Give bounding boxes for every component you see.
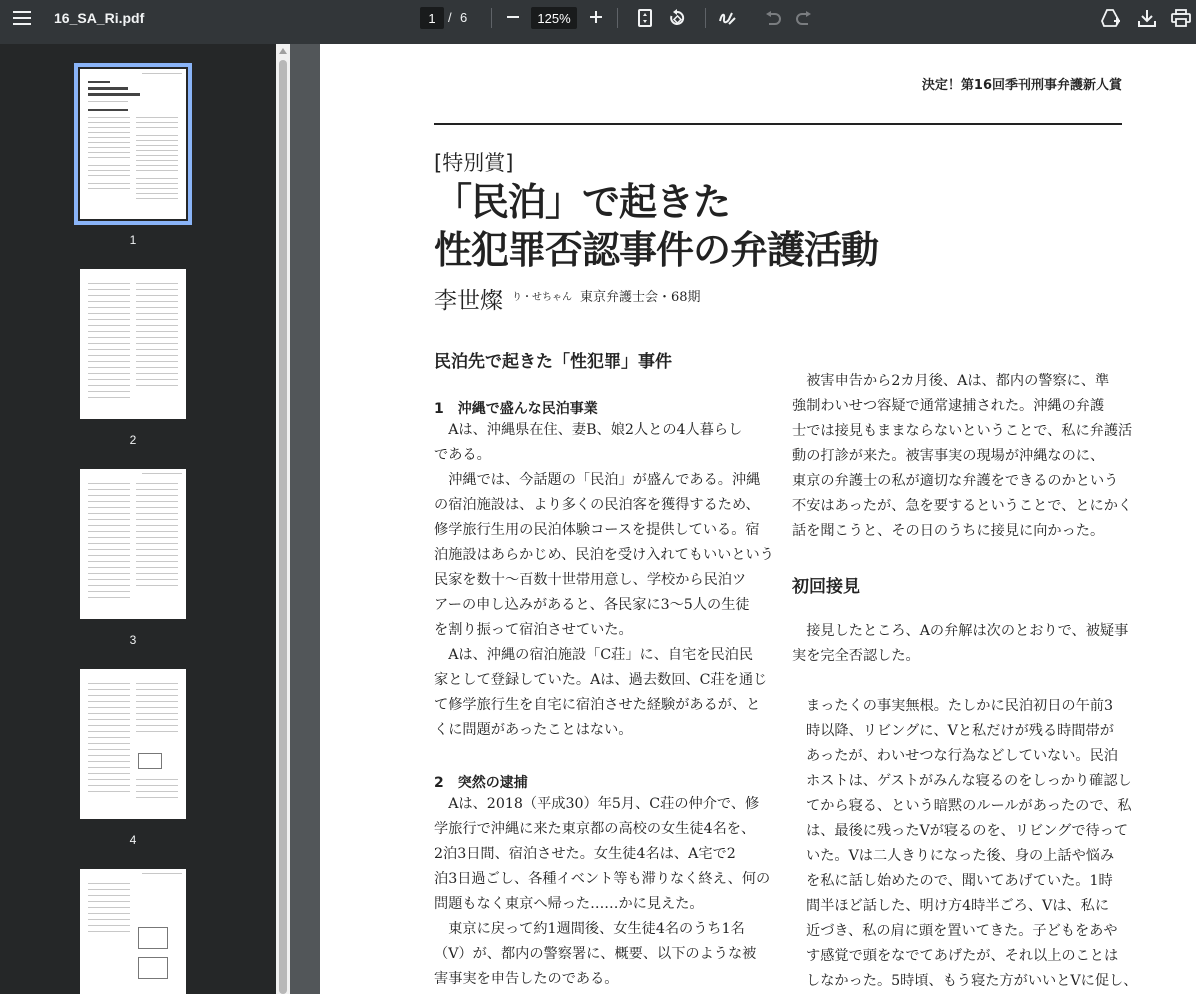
- thumb-line: [136, 573, 178, 574]
- thumb-line: [88, 343, 130, 344]
- thumb-line: [142, 73, 182, 74]
- annotate-icon[interactable]: [717, 8, 737, 28]
- thumb-figure: [138, 927, 168, 949]
- page-thumbnail[interactable]: [80, 269, 186, 419]
- header-rule: [434, 123, 1122, 125]
- thumb-line: [136, 325, 178, 326]
- thumbnail-label: 3: [129, 633, 137, 647]
- thumb-line: [88, 689, 130, 690]
- thumb-line: [88, 549, 130, 550]
- thumb-line: [88, 175, 130, 176]
- thumb-line: [136, 355, 178, 356]
- article-label: [特別賞]: [434, 151, 514, 175]
- thumb-line: [88, 337, 130, 338]
- thumb-line: [88, 379, 130, 380]
- thumb-line: [136, 313, 178, 314]
- title-line: 性犯罪否認事件の弁護活動: [434, 228, 879, 272]
- thumb-line: [136, 525, 178, 526]
- thumb-figure: [138, 957, 168, 979]
- thumb-line: [88, 127, 130, 128]
- thumb-line: [88, 295, 130, 296]
- thumb-line: [136, 489, 178, 490]
- thumb-line: [88, 495, 130, 496]
- thumb-line: [136, 707, 178, 708]
- thumb-line: [88, 152, 130, 153]
- thumb-line: [88, 188, 130, 189]
- thumb-line: [88, 931, 130, 932]
- thumb-line: [136, 198, 178, 199]
- thumb-line: [88, 170, 130, 171]
- thumb-line: [88, 719, 130, 720]
- document-title: 16_SA_Ri.pdf: [54, 10, 145, 26]
- page-thumbnail[interactable]: [80, 869, 186, 994]
- thumb-line: [136, 361, 178, 362]
- thumb-line: [136, 331, 178, 332]
- thumb-line: [88, 919, 130, 920]
- thumb-line: [136, 301, 178, 302]
- thumb-line: [88, 349, 130, 350]
- thumb-line: [136, 367, 178, 368]
- thumb-line: [136, 307, 178, 308]
- thumb-line: [136, 155, 178, 156]
- thumb-line: [88, 761, 130, 762]
- thumb-line: [136, 150, 178, 151]
- thumb-line: [88, 507, 130, 508]
- thumb-line: [88, 555, 130, 556]
- thumb-line: [88, 579, 130, 580]
- download-icon[interactable]: [1137, 7, 1157, 29]
- thumb-line: [88, 122, 130, 123]
- thumb-line: [88, 725, 130, 726]
- thumb-line: [88, 537, 130, 538]
- toolbar-divider: [491, 8, 492, 28]
- subsection-heading: 1 沖縄で盛んな民泊事業: [434, 401, 598, 417]
- fit-page-icon[interactable]: [636, 8, 654, 28]
- thumb-line: [88, 81, 110, 83]
- redo-icon[interactable]: [795, 9, 813, 27]
- thumb-line: [136, 579, 178, 580]
- thumb-line: [136, 319, 178, 320]
- thumb-line: [136, 170, 178, 171]
- thumb-line: [88, 779, 130, 780]
- thumb-line: [136, 379, 178, 380]
- thumb-line: [88, 531, 130, 532]
- body-text: Aは、沖縄県在住、妻B、娘2人との4人暮らし である。 沖縄では、今話題の「民泊」が盛んである。沖縄 の宿泊施設は、より多くの民泊客を獲得するため、 修学旅行生用の民泊体験コースを提供している。宿 泊施設はあらかじめ、民泊を受け入れてもいいという 民家を数十〜百数十世帯用意し、学校から民泊ツ アーの申し込みがあると、各民家に3〜5人の生徒 を割り振って宿泊させていた。 Aは、沖縄の宿泊施設「C荘」に、自宅を民泊民 家として登録していた。Aは、過去数回、C荘を通じ て修学旅行生を自宅に宿泊させた経験があるが、と くに問題があったことはない。: [434, 422, 774, 738]
- thumb-line: [88, 87, 128, 90]
- thumb-line: [88, 483, 130, 484]
- thumb-line: [136, 701, 178, 702]
- page-thumbnail[interactable]: [80, 69, 186, 219]
- thumb-line: [142, 473, 182, 474]
- thumb-line: [136, 483, 178, 484]
- toolbar-divider: [705, 8, 706, 28]
- thumb-line: [136, 373, 178, 374]
- quoted-statement: まったくの事実無根。たしかに民泊初日の午前3 時以降、リビングに、Vと私だけが残る時間帯が あったが、わいせつな行為などしていない。民泊 ホストは、ゲストがみんな寝るのをしっかり確認し てから寝る、という暗黙のルールがあったので、私 は、最後に残ったVが寝るのを、リビングで待って いた。Vは二人きりになった後、身の上話や悩み を私に話し始めたので、聞いてあげていた。1時 間半ほど話した、明け方4時半ごろ、Vは、私に 近づき、私の肩に頭を置いてきた。子どもをあや す感覚で頭をなでてあげたが、それ以上のことは しなかった。5時頃、もう寝た方がいいとVに促し、: [806, 698, 1138, 989]
- thumb-line: [136, 695, 178, 696]
- thumb-line: [88, 901, 130, 902]
- thumb-line: [88, 183, 130, 184]
- thumb-line: [136, 295, 178, 296]
- thumb-line: [136, 160, 178, 161]
- thumb-line: [88, 525, 130, 526]
- scrollbar-thumb[interactable]: [279, 60, 287, 994]
- undo-icon[interactable]: [764, 9, 782, 27]
- thumb-line: [88, 361, 130, 362]
- thumbnail-label: 4: [129, 833, 137, 847]
- thumb-line: [136, 117, 178, 118]
- thumb-line: [88, 301, 130, 302]
- thumb-line: [136, 343, 178, 344]
- running-head: 決定！第16回季刊刑事弁護新人賞: [921, 78, 1122, 93]
- thumb-line: [88, 731, 130, 732]
- thumb-line: [88, 313, 130, 314]
- thumb-line: [88, 889, 130, 890]
- thumb-line: [136, 507, 178, 508]
- thumb-line: [136, 349, 178, 350]
- section-heading: 初回接見: [792, 577, 860, 597]
- article-title: [434, 178, 878, 274]
- print-icon[interactable]: [1170, 7, 1192, 29]
- thumb-line: [88, 132, 130, 133]
- thumb-line: [88, 791, 130, 792]
- zoom-in-icon[interactable]: [587, 8, 605, 26]
- thumb-line: [136, 193, 178, 194]
- page-thumbnail[interactable]: [80, 669, 186, 819]
- thumb-line: [136, 555, 178, 556]
- thumb-line: [136, 713, 178, 714]
- add-to-drive-icon[interactable]: [1100, 7, 1122, 29]
- hamburger-menu-icon[interactable]: [12, 9, 32, 27]
- thumb-line: [88, 767, 130, 768]
- thumb-line: [88, 585, 130, 586]
- thumb-line: [136, 779, 178, 780]
- thumb-line: [88, 907, 130, 908]
- thumb-line: [88, 743, 130, 744]
- thumb-line: [88, 543, 130, 544]
- thumb-line: [136, 791, 178, 792]
- thumb-line: [136, 178, 178, 179]
- thumb-line: [136, 543, 178, 544]
- thumb-line: [136, 719, 178, 720]
- thumb-line: [136, 725, 178, 726]
- thumb-line: [88, 573, 130, 574]
- thumb-line: [136, 337, 178, 338]
- thumb-line: [88, 713, 130, 714]
- thumb-line: [88, 331, 130, 332]
- thumb-line: [136, 731, 178, 732]
- thumb-line: [88, 319, 130, 320]
- thumb-line: [136, 785, 178, 786]
- thumb-line: [136, 165, 178, 166]
- thumb-line: [88, 883, 130, 884]
- thumb-line: [88, 737, 130, 738]
- thumb-line: [88, 373, 130, 374]
- thumb-line: [136, 689, 178, 690]
- thumb-line: [88, 707, 130, 708]
- thumb-line: [136, 289, 178, 290]
- rotate-icon[interactable]: [667, 8, 687, 28]
- thumb-line: [136, 145, 178, 146]
- section-heading: 民泊先で起きた「性犯罪」事件: [434, 352, 672, 372]
- viewer-background: [290, 44, 320, 994]
- thumb-line: [136, 501, 178, 502]
- thumb-line: [136, 561, 178, 562]
- thumb-line: [136, 531, 178, 532]
- thumb-line: [88, 785, 130, 786]
- thumb-line: [88, 773, 130, 774]
- page-number-input[interactable]: [420, 7, 444, 29]
- page-total: 6: [460, 10, 468, 25]
- thumb-line: [88, 117, 130, 118]
- thumb-line: [88, 93, 140, 96]
- thumb-line: [88, 513, 130, 514]
- thumb-line: [136, 797, 178, 798]
- thumb-line: [88, 695, 130, 696]
- thumb-line: [88, 597, 130, 598]
- thumb-line: [88, 101, 128, 102]
- body-text: 被害申告から2カ月後、Aは、都内の警察に、準 強制わいせつ容疑で通常逮捕された。沖縄の弁護 士では接見もままならないということで、私に弁護活 動の打診が来た。被害事実の現場が沖縄なのに、 東京の弁護士の私が適切な弁護をできるのかという 不安はあったが、急を要するということで、とにかく 話を聞こうと、その日のうちに接見に向かった。: [792, 373, 1133, 539]
- thumb-line: [88, 137, 130, 138]
- thumb-line: [88, 355, 130, 356]
- thumb-line: [88, 391, 130, 392]
- thumb-line: [136, 519, 178, 520]
- author-name: 李世燦: [434, 288, 503, 314]
- thumb-line: [136, 537, 178, 538]
- thumb-line: [88, 925, 130, 926]
- thumb-line: [136, 385, 178, 386]
- thumb-line: [88, 489, 130, 490]
- thumb-line: [88, 701, 130, 702]
- author-affiliation: 東京弁護士会・68期: [580, 290, 701, 305]
- thumb-line: [136, 683, 178, 684]
- toolbar: [0, 0, 1196, 44]
- page-thumbnail[interactable]: [80, 469, 186, 619]
- body-text: 接見したところ、Aの弁解は次のとおりで、被疑事 実を完全否認した。: [792, 623, 1129, 664]
- thumb-line: [88, 561, 130, 562]
- thumb-line: [88, 147, 130, 148]
- thumb-line: [136, 183, 178, 184]
- document-page: [320, 44, 1196, 994]
- thumb-line: [88, 109, 128, 111]
- thumb-line: [88, 591, 130, 592]
- scroll-up-icon[interactable]: [279, 48, 287, 54]
- body-text: Aは、2018（平成30）年5月、C荘の仲介で、修 学旅行で沖縄に来た東京都の高校の女生徒4名を、 2泊3日間、宿泊させた。女生徒4名は、A宅で2 泊3日過ごし、各種イベント等も滞りなく終え、何の 問題もなく東京へ帰った……かに見えた。 東京に戻って約1週間後、女生徒4名のうち1名 （V）が、都内の警察署に、概要、以下のような被 害事実を申告したのである。: [434, 796, 771, 987]
- thumb-line: [88, 157, 130, 158]
- thumb-line: [136, 127, 178, 128]
- thumb-line: [142, 873, 182, 874]
- thumb-line: [136, 567, 178, 568]
- thumb-line: [88, 567, 130, 568]
- thumb-line: [136, 549, 178, 550]
- thumb-line: [88, 325, 130, 326]
- thumb-line: [88, 755, 130, 756]
- thumb-line: [88, 501, 130, 502]
- zoom-out-icon[interactable]: [504, 8, 522, 26]
- thumb-line: [88, 519, 130, 520]
- thumbnail-sidebar: [0, 44, 276, 994]
- title-line: 「民泊」で起きた: [434, 180, 731, 224]
- thumbnail-label: 1: [129, 233, 137, 247]
- thumb-line: [136, 135, 178, 136]
- thumb-line: [88, 307, 130, 308]
- thumb-line: [88, 142, 130, 143]
- subsection-heading: 2 突然の逮捕: [434, 775, 528, 791]
- thumb-line: [88, 397, 130, 398]
- thumb-line: [88, 895, 130, 896]
- thumb-line: [136, 188, 178, 189]
- thumb-line: [88, 165, 130, 166]
- author-kana: り・せちゃん: [512, 292, 572, 303]
- thumb-line: [88, 289, 130, 290]
- thumbnail-label: 2: [129, 433, 137, 447]
- thumb-line: [136, 513, 178, 514]
- thumb-line: [136, 585, 178, 586]
- thumb-line: [88, 683, 130, 684]
- zoom-input[interactable]: [531, 7, 577, 29]
- page-separator: /: [448, 10, 452, 25]
- thumb-line: [136, 495, 178, 496]
- thumb-line: [88, 385, 130, 386]
- thumb-line: [136, 140, 178, 141]
- thumb-figure: [138, 753, 162, 769]
- thumb-line: [136, 122, 178, 123]
- toolbar-divider: [617, 8, 618, 28]
- thumb-line: [88, 749, 130, 750]
- thumb-line: [88, 283, 130, 284]
- thumb-line: [88, 913, 130, 914]
- thumb-line: [88, 367, 130, 368]
- thumb-line: [136, 283, 178, 284]
